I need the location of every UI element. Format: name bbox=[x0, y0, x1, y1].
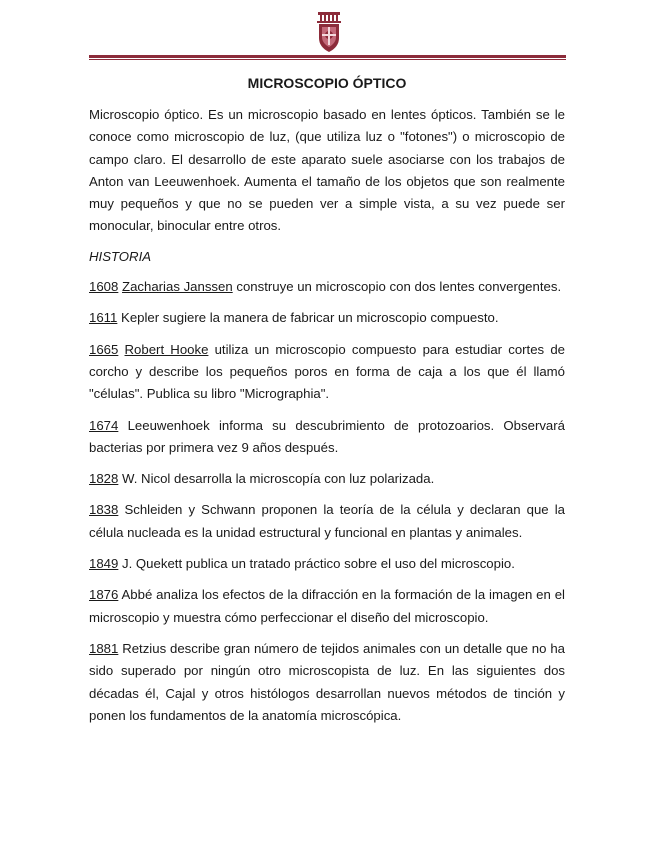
history-entry bbox=[89, 276, 565, 298]
entry-year: 1608 bbox=[89, 279, 119, 295]
entry-year: 1881 bbox=[89, 640, 119, 656]
history-entry bbox=[89, 468, 565, 490]
intro-paragraph: Microscopio óptico. Es un microscopio basado en lentes ópticos. También se le conoce como microscopio de luz, (que utiliza luz o "fotones") o microscopio de campo claro. El desarrollo de este aparato suele asociarse con los trabajos de Anton van Leeuwenhoek. Aumenta el tamaño de los objetos que son realmente muy pequeños y que no se pueden ver a simple vista, a su vez puede ser monocular, binocular entre otros. bbox=[89, 107, 565, 234]
entry-year: 1665 bbox=[89, 341, 119, 357]
history-entry bbox=[89, 638, 565, 727]
history-entry bbox=[89, 415, 565, 460]
history-entry bbox=[89, 339, 565, 406]
entry-text: Kepler sugiere la manera de fabricar un microscopio compuesto. bbox=[117, 310, 499, 326]
entry-year: 1611 bbox=[89, 310, 118, 326]
history-entry bbox=[89, 553, 565, 575]
entry-text: Schleiden y Schwann proponen la teoría de la célula y declaran que la célula nucleada es la unidad estructural y funcional en plantas y animales. bbox=[89, 502, 565, 540]
entry-year: 1828 bbox=[89, 471, 119, 487]
header-rule bbox=[89, 55, 566, 58]
entry-text: J. Quekett publica un tratado práctico sobre el uso del microscopio. bbox=[118, 556, 515, 572]
history-entry bbox=[89, 584, 565, 629]
entry-text: construye un microscopio con dos lentes convergentes. bbox=[232, 279, 562, 295]
document-body bbox=[89, 72, 565, 736]
institution-logo-icon bbox=[314, 12, 344, 54]
entry-person: Zacharias Janssen bbox=[122, 279, 233, 295]
entry-text: Leeuwenhoek informa su descubrimiento de protozoarios. Observará bacterias por primera vez 9 años después. bbox=[89, 417, 565, 455]
entry-year: 1849 bbox=[89, 556, 119, 572]
entry-text: utiliza un microscopio compuesto para estudiar cortes de corcho y describe los pequeños poros en forma de caja a los que él llamó "células". Publica su libro "Micrographia". bbox=[89, 341, 565, 402]
entry-text: Retzius describe gran número de tejidos animales con un detalle que no ha sido superado por ningún otro microscopista de luz. En las siguientes dos décadas él, Cajal y otros histólogos desarrollan nuevos métodos de tinción y ponen los fundamentos de la anatomía microscópica. bbox=[89, 640, 565, 723]
header-rule-thin bbox=[89, 59, 566, 60]
entry-text: W. Nicol desarrolla la microscopía con luz polarizada. bbox=[118, 471, 435, 487]
entry-year: 1876 bbox=[89, 587, 119, 603]
document-title: MICROSCOPIO ÓPTICO bbox=[247, 75, 407, 91]
entry-year: 1838 bbox=[89, 502, 119, 518]
section-heading: HISTORIA bbox=[89, 248, 152, 264]
entry-text: Abbé analiza los efectos de la difracción en la formación de la imagen en el microscopio y muestra cómo perfeccionar el diseño del microscopio. bbox=[89, 587, 565, 625]
history-entry bbox=[89, 499, 565, 544]
history-entry bbox=[89, 307, 565, 329]
entry-year: 1674 bbox=[89, 417, 119, 433]
entry-person: Robert Hooke bbox=[124, 341, 209, 357]
